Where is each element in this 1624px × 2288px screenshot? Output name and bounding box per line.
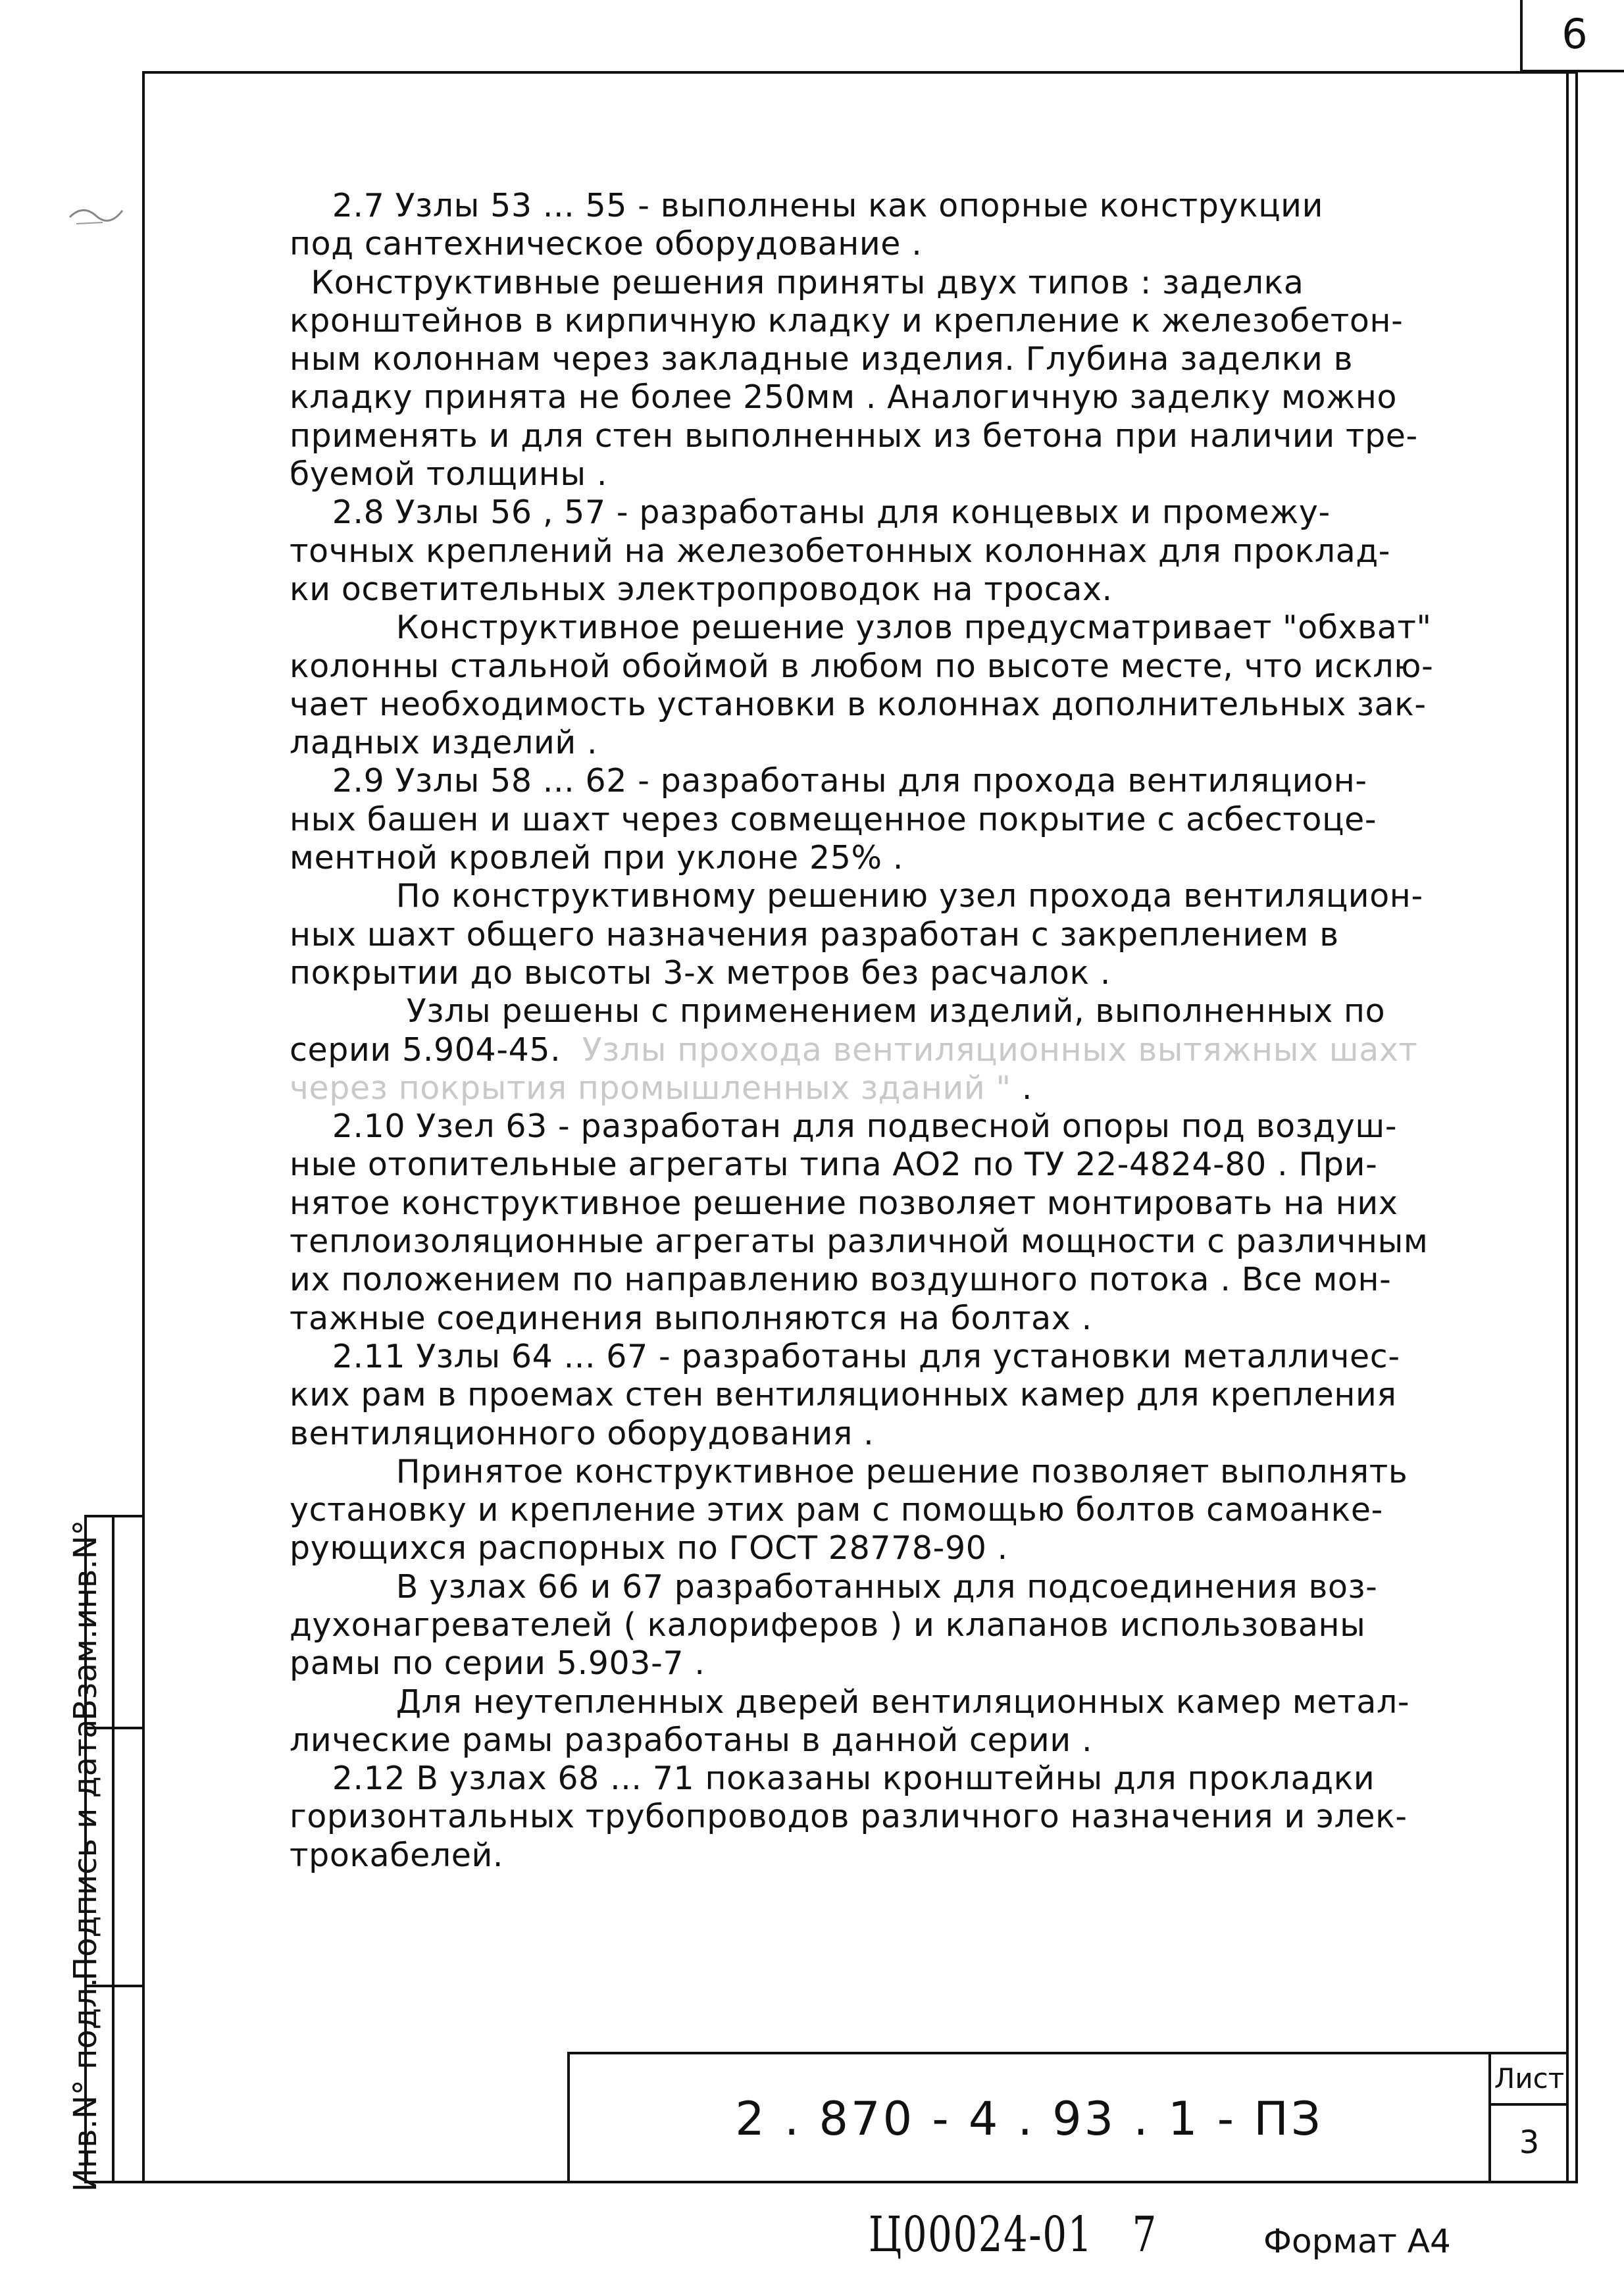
text-line: Конструктивное решение узлов предусматривает "обхват" xyxy=(290,609,1432,647)
text-line: ных башен и шахт через совмещенное покрытие с асбестоце- xyxy=(290,800,1377,838)
text-line: трокабелей. xyxy=(290,1836,504,1874)
sheet-label: Лист xyxy=(1494,2062,1565,2095)
binding-label-exchange: Взам.инв.N° xyxy=(67,1519,104,1721)
sheet-cell-separator xyxy=(1488,2103,1567,2106)
text-line: Конструктивные решения приняты двух типов : заделка xyxy=(290,263,1304,301)
binding-label-signature: Подпись и дата xyxy=(67,1719,104,1981)
text-line-with-faded xyxy=(290,1031,1527,1069)
text-line: горизонтальных трубопроводов различного назначения и элек- xyxy=(290,1798,1408,1836)
text-line: духонагревателей ( калориферов ) и клапанов использованы xyxy=(290,1606,1366,1644)
text-line: ментной кровлей при уклоне 25% . xyxy=(290,839,904,877)
faded-text: через покрытия промышленных зданий " xyxy=(290,1069,1011,1107)
text-line: 2.10 Узел 63 - разработан для подвесной опоры под воздуш- xyxy=(290,1107,1398,1146)
text-line: Узлы решены с применением изделий, выполненных по xyxy=(290,992,1386,1030)
text-line: В узлах 66 и 67 разработанных для подсоединения воз- xyxy=(290,1567,1378,1606)
text-line: рующихся распорных по ГОСТ 28778-90 . xyxy=(290,1529,1008,1567)
text-line: покрытии до высоты 3-х метров без расчалок . xyxy=(290,953,1111,992)
document-code: 2 . 870 - 4 . 93 . 1 - ПЗ xyxy=(735,2092,1323,2146)
text-line: 2.12 В узлах 68 ... 71 показаны кронштейны для прокладки xyxy=(290,1760,1375,1798)
binding-label-original: Инв.N° подл. xyxy=(67,1977,104,2192)
text-line: По конструктивному решению узел прохода вентиляцион- xyxy=(290,877,1423,915)
text-line: ные отопительные агрегаты типа АО2 по ТУ 22-4824-80 . При- xyxy=(290,1146,1378,1184)
sheet-number: 3 xyxy=(1519,2124,1540,2161)
text-line-faded xyxy=(290,1069,1527,1107)
text-line: под сантехническое оборудование . xyxy=(290,225,923,263)
text-line: 2.7 Узлы 53 ... 55 - выполнены как опорные конструкции xyxy=(290,187,1324,224)
text-line: их положением по направлению воздушного потока . Все мон- xyxy=(290,1261,1392,1299)
text-line: ких рам в проемах стен вентиляционных камер для крепления xyxy=(290,1376,1397,1414)
text-line-end: . xyxy=(1011,1069,1032,1107)
text-line: лические рамы разработаны в данной серии . xyxy=(290,1721,1093,1759)
text-line: колонны стальной обоймой в любом по высоте месте, что исклю- xyxy=(290,647,1434,685)
text-line: Для неутепленных дверей вентиляционных камер метал- xyxy=(290,1683,1410,1721)
text-line: ным колоннам через закладные изделия. Глубина заделки в xyxy=(290,340,1354,378)
text-line: установку и крепление этих рам с помощью болтов самоанке- xyxy=(290,1491,1383,1529)
text-line: серии 5.904-45. xyxy=(290,1030,561,1069)
text-line: вентиляционного оборудования . xyxy=(290,1414,875,1452)
faded-text: Узлы прохода вентиляционных вытяжных шахт xyxy=(561,1030,1418,1069)
text-line: рамы по серии 5.903-7 . xyxy=(290,1644,705,1683)
frame-inner-line xyxy=(1566,71,1569,2183)
text-line: ки осветительных электропроводок на тросах. xyxy=(290,570,1113,608)
text-line: применять и для стен выполненных из бетона при наличии тре- xyxy=(290,417,1418,455)
explanatory-note-text xyxy=(290,187,1527,1875)
text-line: Принятое конструктивное решение позволяет выполнять xyxy=(290,1452,1408,1490)
text-line: кладку принята не более 250мм . Аналогичную заделку можно xyxy=(290,378,1398,417)
text-line: 2.11 Узлы 64 ... 67 - разработаны для установки металличес- xyxy=(290,1337,1400,1375)
text-line: 2.8 Узлы 56 , 57 - разработаны для концевых и промежу- xyxy=(290,494,1331,532)
page-number: 6 xyxy=(1561,10,1588,58)
text-line: буемой толщины . xyxy=(290,455,608,494)
text-line: чает необходимость установки в колоннах дополнительных зак- xyxy=(290,685,1427,723)
text-line: нятое конструктивное решение позволяет монтировать на них xyxy=(290,1184,1398,1222)
text-line: теплоизоляционные агрегаты различной мощности с различным xyxy=(290,1223,1429,1261)
text-line: кронштейнов в кирпичную кладку и крепление к железобетон- xyxy=(290,301,1404,340)
text-line: 2.9 Узлы 58 ... 62 - разработаны для прохода вентиляцион- xyxy=(290,762,1367,800)
scan-smudge-mark xyxy=(63,191,136,230)
text-line: ладных изделий . xyxy=(290,724,598,762)
archive-stamp: Ц00024-01 7 xyxy=(869,2206,1157,2263)
text-line: тажные соединения выполняются на болтах . xyxy=(290,1299,1092,1337)
text-line: ных шахт общего назначения разработан с закреплением в xyxy=(290,915,1339,953)
text-line: точных креплений на железобетонных колоннах для проклад- xyxy=(290,532,1391,570)
format-label: Формат А4 xyxy=(1263,2222,1451,2260)
